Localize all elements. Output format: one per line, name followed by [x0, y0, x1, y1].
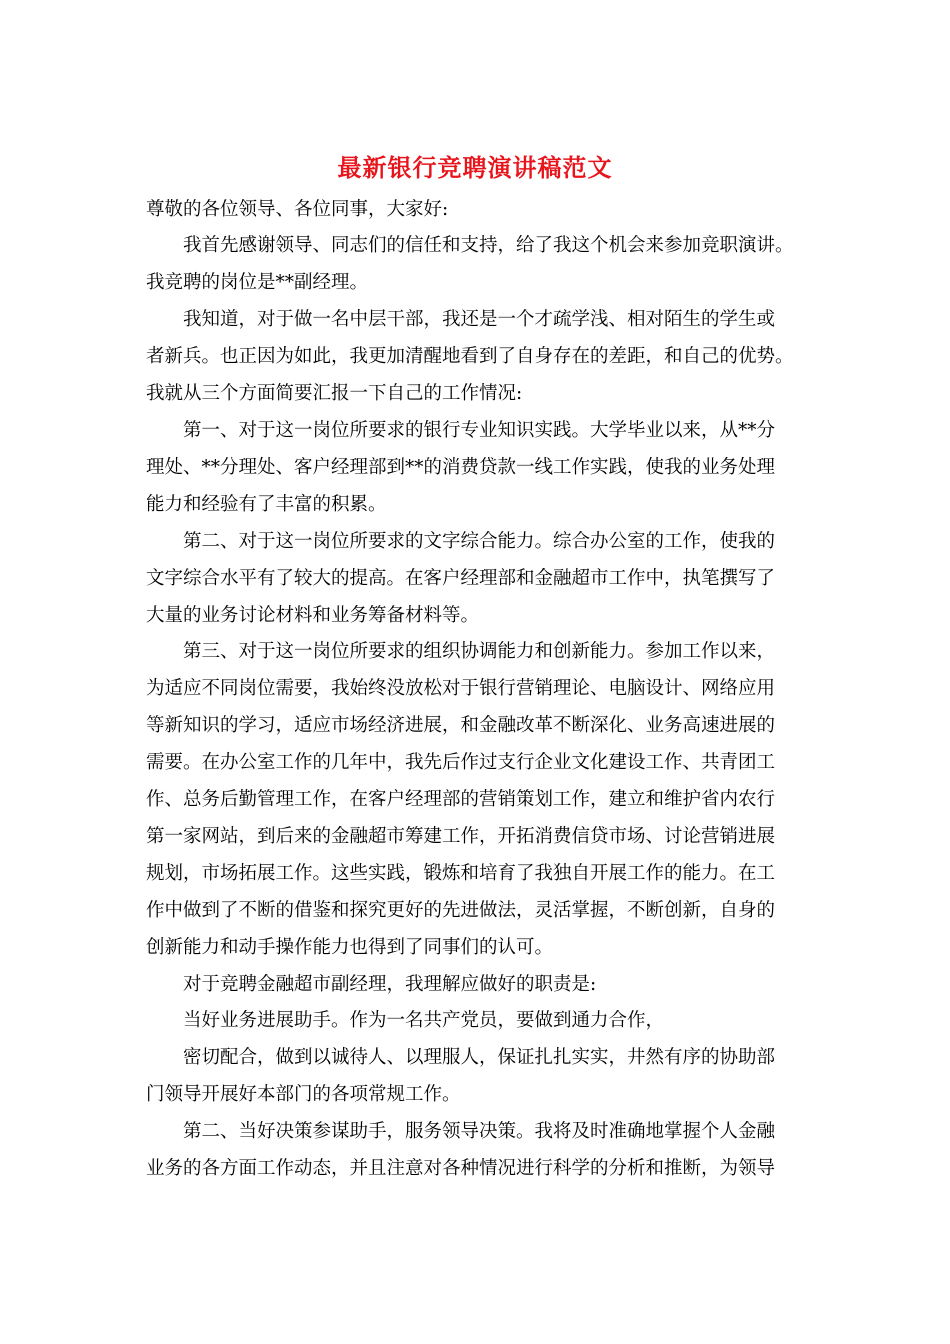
paragraph-line: 规划，市场拓展工作。这些实践，锻炼和培育了我独自开展工作的能力。在工: [146, 863, 776, 884]
paragraph-line: 当好业务进展助手。作为一名共产党员，要做到通力合作，: [183, 1010, 665, 1031]
paragraph-line: 我就从三个方面简要汇报一下自己的工作情况:: [146, 383, 523, 404]
paragraph-line: 作、总务后勤管理工作，在客户经理部的营销策划工作，建立和维护省内农行: [146, 789, 776, 810]
paragraph-line: 尊敬的各位领导、各位同事，大家好:: [146, 199, 449, 220]
paragraph-line: 者新兵。也正因为如此，我更加清醒地看到了自身存在的差距，和自己的优势。: [146, 346, 794, 367]
paragraph-line: 业务的各方面工作动态，并且注意对各种情况进行科学的分析和推断，为领导: [146, 1158, 776, 1179]
paragraph-line: 第一家网站，到后来的金融超市筹建工作，开拓消费信贷市场、讨论营销进展: [146, 826, 776, 847]
paragraph-line: 需要。在办公室工作的几年中，我先后作过支行企业文化建设工作、共青团工: [146, 752, 776, 773]
paragraph-line: 等新知识的学习，适应市场经济进展，和金融改革不断深化、业务高速进展的: [146, 715, 776, 736]
paragraph-line: 文字综合水平有了较大的提高。在客户经理部和金融超市工作中，执笔撰写了: [146, 568, 776, 589]
paragraph-line: 理处、**分理处、客户经理部到**的消费贷款一线工作实践，使我的业务处理: [146, 457, 776, 478]
paragraph-line: 密切配合，做到以诚待人、以理服人，保证扎扎实实，井然有序的协助部: [183, 1047, 776, 1068]
paragraph-line: 创新能力和动手操作能力也得到了同事们的认可。: [146, 937, 554, 958]
paragraph-line: 我知道，对于做一名中层干部，我还是一个才疏学浅、相对陌生的学生或: [183, 309, 776, 330]
paragraph-line: 对于竞聘金融超市副经理，我理解应做好的职责是:: [183, 974, 597, 995]
document-title: 最新银行竞聘演讲稿范文: [337, 153, 613, 182]
paragraph-line: 第三、对于这一岗位所要求的组织协调能力和创新能力。参加工作以来，: [183, 641, 776, 662]
paragraph-line: 能力和经验有了丰富的积累。: [146, 494, 387, 515]
paragraph-line: 第一、对于这一岗位所要求的银行专业知识实践。大学毕业以来，从**分: [183, 420, 776, 441]
paragraph-line: 第二、当好决策参谋助手，服务领导决策。我将及时准确地掌握个人金融: [183, 1121, 776, 1142]
paragraph-line: 为适应不同岗位需要，我始终没放松对于银行营销理论、电脑设计、网络应用: [146, 678, 776, 699]
paragraph-line: 第二、对于这一岗位所要求的文字综合能力。综合办公室的工作，使我的: [183, 531, 776, 552]
paragraph-line: 大量的业务讨论材料和业务筹备材料等。: [146, 605, 480, 626]
paragraph-line: 我竞聘的岗位是**副经理。: [146, 272, 369, 293]
paragraph-line: 我首先感谢领导、同志们的信任和支持，给了我这个机会来参加竞职演讲。: [183, 235, 794, 256]
paragraph-line: 门领导开展好本部门的各项常规工作。: [146, 1084, 461, 1105]
paragraph-line: 作中做到了不断的借鉴和探究更好的先进做法，灵活掌握，不断创新，自身的: [146, 900, 776, 921]
